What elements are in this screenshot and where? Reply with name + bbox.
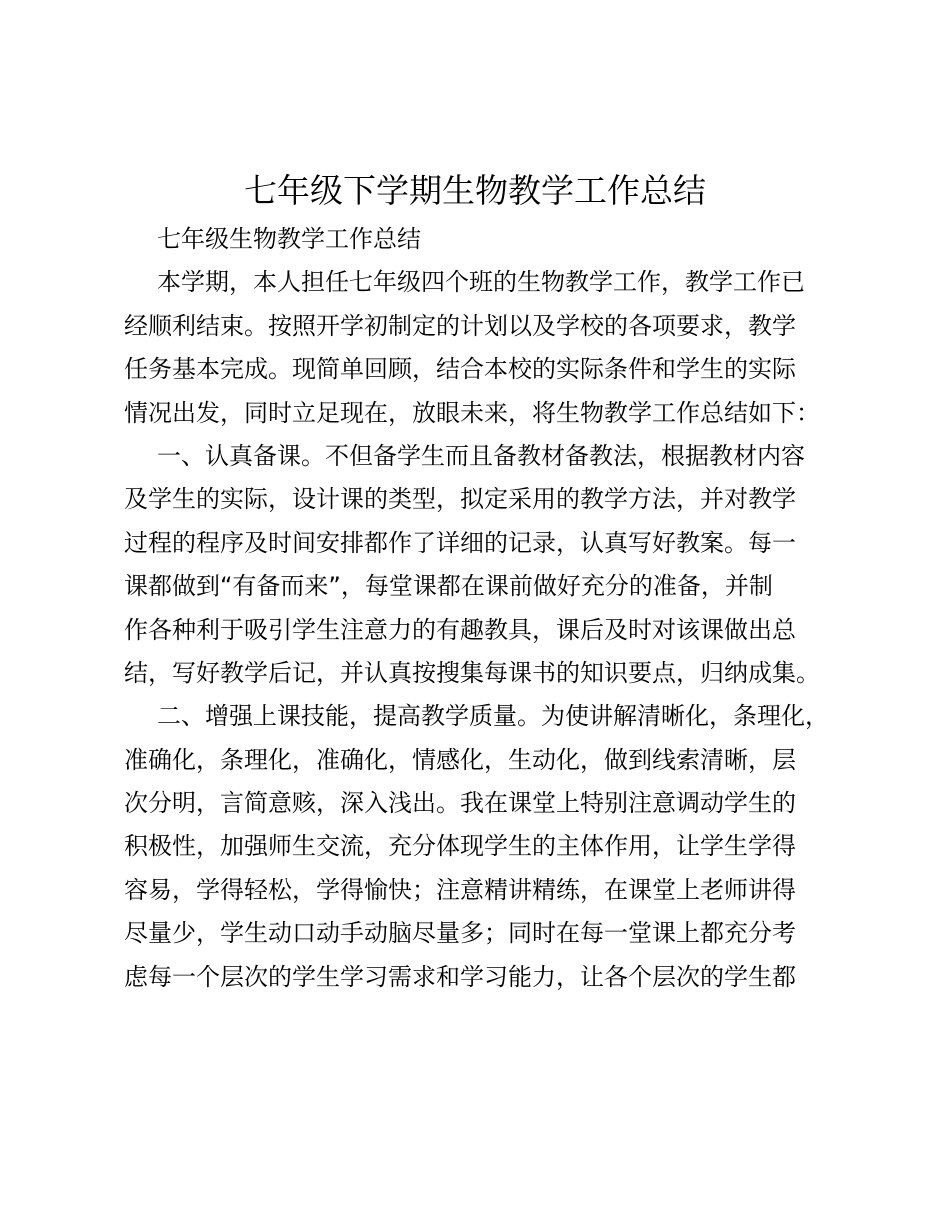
paragraph-line: 次分明，言简意赅，深入浅出。我在课堂上特别注意调动学生的 [124, 789, 796, 818]
paragraph-line: 及学生的实际，设计课的类型，拟定采用的教学方法，并对教学 [124, 485, 796, 514]
paragraph-first-line: 二、增强上课技能，提高教学质量。为使讲解清晰化，条理化， [157, 702, 829, 731]
paragraph-line: 任务基本完成。现简单回顾，结合本校的实际条件和学生的实际 [124, 355, 796, 384]
paragraph-line: 积极性，加强师生交流，充分体现学生的主体作用，让学生学得 [124, 832, 796, 861]
paragraph-line: 容易，学得轻松，学得愉快；注意精讲精练，在课堂上老师讲得 [124, 875, 796, 904]
paragraph-first-line: 一、认真备课。不但备学生而且备教材备教法，根据教材内容 [157, 441, 805, 470]
paragraph-first-line: 七年级生物教学工作总结 [157, 225, 421, 253]
paragraph-line: 过程的程序及时间安排都作了详细的记录，认真写好教案。每一 [124, 528, 796, 557]
document-body [124, 218, 844, 999]
paragraph-line: 尽量少，学生动口动手动脑尽量多；同时在每一堂课上都充分考 [124, 919, 796, 948]
paragraph-line: 结，写好教学后记，并认真按搜集每课书的知识要点，归纳成集。 [124, 658, 820, 687]
paragraph-line: 情况出发，同时立足现在，放眼未来，将生物教学工作总结如下： [124, 398, 820, 427]
paragraph-line: 课都做到“有备而来”，每堂课都在课前做好充分的准备，并制 [124, 572, 773, 601]
paragraph-line: 虑每一个层次的学生学习需求和学习能力，让各个层次的学生都 [124, 962, 796, 991]
document-title: 七年级下学期生物教学工作总结 [244, 171, 706, 210]
paragraph-line: 准确化，条理化，准确化，情感化，生动化，做到线索清晰，层 [124, 745, 796, 774]
paragraph-line: 作各种利于吸引学生注意力的有趣教具，课后及时对该课做出总 [124, 615, 796, 644]
paragraph-first-line: 本学期，本人担任七年级四个班的生物教学工作，教学工作已 [157, 268, 805, 297]
paragraph-line: 经顺利结束。按照开学初制定的计划以及学校的各项要求，教学 [124, 311, 796, 340]
